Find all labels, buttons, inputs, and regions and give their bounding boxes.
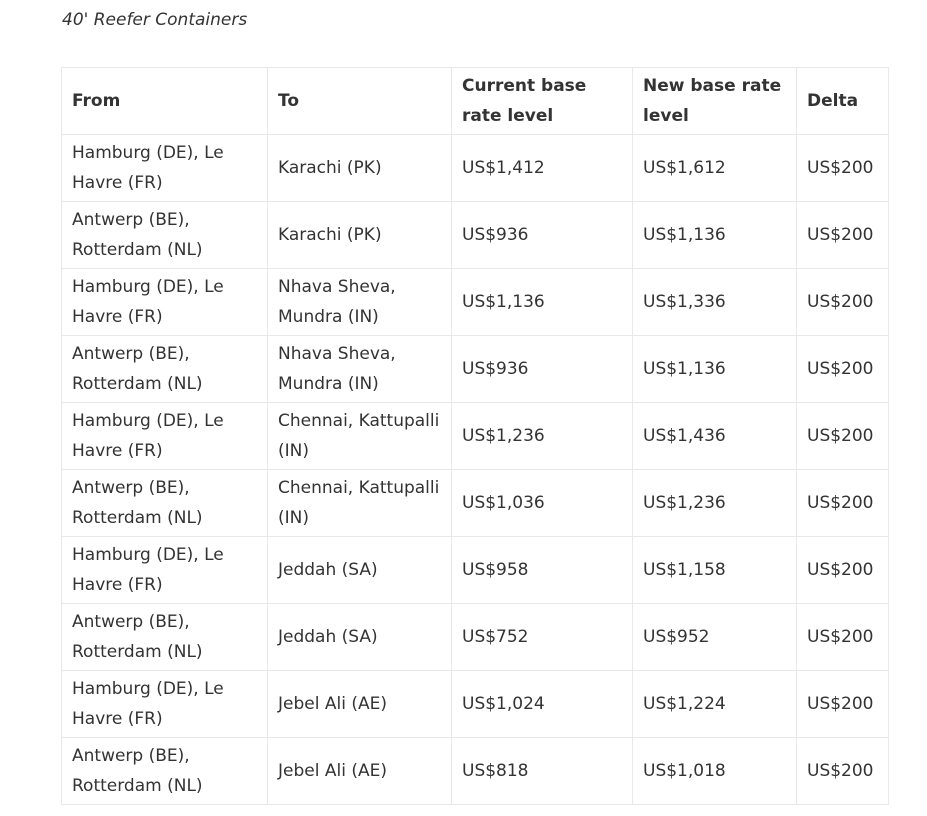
cell-delta: US$200	[797, 671, 889, 738]
cell-to: Nhava Sheva, Mundra (IN)	[268, 336, 452, 403]
cell-to: Nhava Sheva, Mundra (IN)	[268, 269, 452, 336]
cell-new-rate: US$1,158	[633, 537, 797, 604]
cell-current-rate: US$1,236	[452, 403, 633, 470]
table-row	[62, 336, 889, 403]
cell-from: Antwerp (BE), Rotterdam (NL)	[62, 604, 268, 671]
cell-from: Hamburg (DE), Le Havre (FR)	[62, 537, 268, 604]
cell-current-rate: US$958	[452, 537, 633, 604]
header-row	[62, 68, 889, 135]
cell-to: Karachi (PK)	[268, 135, 452, 202]
cell-new-rate: US$952	[633, 604, 797, 671]
cell-to: Jeddah (SA)	[268, 604, 452, 671]
cell-to: Jeddah (SA)	[268, 537, 452, 604]
cell-new-rate: US$1,136	[633, 336, 797, 403]
cell-current-rate: US$936	[452, 202, 633, 269]
cell-delta: US$200	[797, 470, 889, 537]
cell-from: Antwerp (BE), Rotterdam (NL)	[62, 470, 268, 537]
cell-delta: US$200	[797, 269, 889, 336]
table-row	[62, 202, 889, 269]
cell-to: Karachi (PK)	[268, 202, 452, 269]
cell-from: Antwerp (BE), Rotterdam (NL)	[62, 336, 268, 403]
header-to: To	[268, 68, 452, 135]
rates-table	[61, 67, 889, 805]
cell-current-rate: US$1,136	[452, 269, 633, 336]
cell-to: Chennai, Kattupalli (IN)	[268, 403, 452, 470]
cell-from: Hamburg (DE), Le Havre (FR)	[62, 135, 268, 202]
header-current-rate: Current base rate level	[452, 68, 633, 135]
cell-to: Chennai, Kattupalli (IN)	[268, 470, 452, 537]
cell-to: Jebel Ali (AE)	[268, 671, 452, 738]
cell-current-rate: US$936	[452, 336, 633, 403]
cell-to: Jebel Ali (AE)	[268, 738, 452, 805]
table-row	[62, 537, 889, 604]
table-body	[62, 135, 889, 805]
cell-current-rate: US$818	[452, 738, 633, 805]
cell-current-rate: US$1,412	[452, 135, 633, 202]
table-caption: 40' Reefer Containers	[62, 10, 248, 30]
cell-new-rate: US$1,018	[633, 738, 797, 805]
cell-new-rate: US$1,224	[633, 671, 797, 738]
cell-new-rate: US$1,336	[633, 269, 797, 336]
cell-from: Hamburg (DE), Le Havre (FR)	[62, 269, 268, 336]
cell-from: Hamburg (DE), Le Havre (FR)	[62, 671, 268, 738]
cell-current-rate: US$1,036	[452, 470, 633, 537]
cell-new-rate: US$1,436	[633, 403, 797, 470]
table-row	[62, 604, 889, 671]
cell-new-rate: US$1,612	[633, 135, 797, 202]
table-row	[62, 403, 889, 470]
table-row	[62, 269, 889, 336]
header-delta: Delta	[797, 68, 889, 135]
table-row	[62, 470, 889, 537]
cell-delta: US$200	[797, 135, 889, 202]
table-row	[62, 738, 889, 805]
cell-current-rate: US$752	[452, 604, 633, 671]
cell-new-rate: US$1,136	[633, 202, 797, 269]
cell-from: Antwerp (BE), Rotterdam (NL)	[62, 202, 268, 269]
cell-current-rate: US$1,024	[452, 671, 633, 738]
cell-delta: US$200	[797, 537, 889, 604]
table-header	[62, 68, 889, 135]
table-row	[62, 671, 889, 738]
cell-new-rate: US$1,236	[633, 470, 797, 537]
cell-delta: US$200	[797, 403, 889, 470]
cell-delta: US$200	[797, 604, 889, 671]
cell-delta: US$200	[797, 336, 889, 403]
cell-delta: US$200	[797, 738, 889, 805]
table-row	[62, 135, 889, 202]
cell-delta: US$200	[797, 202, 889, 269]
cell-from: Hamburg (DE), Le Havre (FR)	[62, 403, 268, 470]
header-from: From	[62, 68, 268, 135]
cell-from: Antwerp (BE), Rotterdam (NL)	[62, 738, 268, 805]
header-new-rate: New base rate level	[633, 68, 797, 135]
